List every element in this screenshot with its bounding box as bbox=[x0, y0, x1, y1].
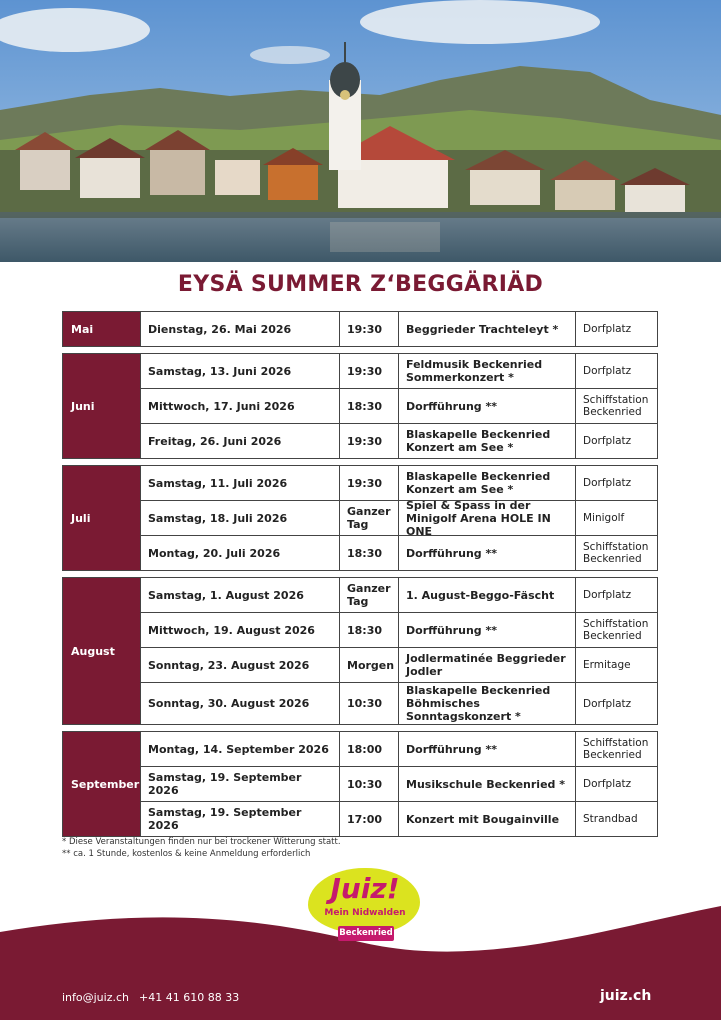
logo-subtitle: Mein Nidwalden bbox=[324, 908, 406, 918]
footnote-double: ** ca. 1 Stunde, kostenlos & keine Anmeldung erforderlich bbox=[62, 849, 311, 859]
page-title: EYSÄ SUMMER Z‘BEGGÄRIÄD bbox=[177, 272, 544, 297]
event-place: Schiffstation Beckenried bbox=[575, 613, 658, 647]
event-row bbox=[140, 578, 658, 613]
month-group bbox=[62, 311, 658, 347]
event-place: Dorfplatz bbox=[575, 578, 658, 612]
event-place: Dorfplatz bbox=[575, 466, 658, 500]
event-date: Sonntag, 30. August 2026 bbox=[140, 683, 339, 724]
event-date: Mittwoch, 17. Juni 2026 bbox=[140, 389, 339, 423]
event-place: Dorfplatz bbox=[575, 354, 658, 388]
event-time: Ganzer Tag bbox=[339, 501, 398, 535]
month-group bbox=[62, 353, 658, 459]
header-photo bbox=[0, 0, 721, 262]
event-time: 18:30 bbox=[339, 536, 398, 570]
event-name: Beggrieder Trachteleyt * bbox=[398, 312, 575, 346]
event-name: Blaskapelle Beckenried Konzert am See * bbox=[398, 424, 575, 458]
event-row bbox=[140, 732, 658, 767]
event-date: Montag, 14. September 2026 bbox=[140, 732, 339, 766]
event-date: Samstag, 13. Juni 2026 bbox=[140, 354, 339, 388]
event-name: 1. August-Beggo-Fäscht bbox=[398, 578, 575, 612]
event-row bbox=[140, 466, 658, 501]
logo-tag: Beckenried bbox=[338, 926, 394, 941]
event-time: Ganzer Tag bbox=[339, 578, 398, 612]
event-place: Strandbad bbox=[575, 802, 658, 836]
event-time: 19:30 bbox=[339, 424, 398, 458]
event-date: Dienstag, 26. Mai 2026 bbox=[140, 312, 339, 346]
event-place: Ermitage bbox=[575, 648, 658, 682]
contact-email-link[interactable]: info@juiz.ch bbox=[62, 991, 130, 1004]
event-date: Montag, 20. Juli 2026 bbox=[140, 536, 339, 570]
event-place: Dorfplatz bbox=[575, 683, 658, 724]
event-row bbox=[140, 536, 658, 570]
event-row bbox=[140, 767, 658, 802]
event-place: Dorfplatz bbox=[575, 767, 658, 801]
contact-phone: +41 41 610 88 33 bbox=[139, 991, 240, 1004]
event-date: Samstag, 1. August 2026 bbox=[140, 578, 339, 612]
event-name: Dorfführung ** bbox=[398, 389, 575, 423]
event-date: Samstag, 19. September 2026 bbox=[140, 802, 339, 836]
event-row bbox=[140, 354, 658, 389]
month-label: August bbox=[62, 578, 140, 724]
event-row bbox=[140, 683, 658, 724]
event-time: 19:30 bbox=[339, 354, 398, 388]
event-name: Dorfführung ** bbox=[398, 536, 575, 570]
event-place: Dorfplatz bbox=[575, 312, 658, 346]
event-name: Feldmusik Beckenried Sommerkonzert * bbox=[398, 354, 575, 388]
event-date: Freitag, 26. Juni 2026 bbox=[140, 424, 339, 458]
event-row bbox=[140, 312, 658, 346]
logo-wordmark: Juiz! bbox=[330, 872, 400, 905]
event-name: Jodlermatinée Beggrieder Jodler bbox=[398, 648, 575, 682]
event-time: 17:00 bbox=[339, 802, 398, 836]
event-time: 19:30 bbox=[339, 466, 398, 500]
month-label: Juli bbox=[62, 466, 140, 570]
event-name: Blaskapelle Beckenried Böhmisches Sonntagskonzert * bbox=[398, 683, 575, 724]
website-link[interactable]: juiz.ch bbox=[600, 988, 652, 1004]
event-time: 18:00 bbox=[339, 732, 398, 766]
juiz-logo bbox=[306, 866, 424, 950]
footnote-single: * Diese Veranstaltungen finden nur bei trockener Witterung statt. bbox=[62, 837, 341, 847]
event-name: Blaskapelle Beckenried Konzert am See * bbox=[398, 466, 575, 500]
event-name: Konzert mit Bougainville bbox=[398, 802, 575, 836]
event-time: 19:30 bbox=[339, 312, 398, 346]
event-name: Dorfführung ** bbox=[398, 613, 575, 647]
event-date: Sonntag, 23. August 2026 bbox=[140, 648, 339, 682]
month-group bbox=[62, 731, 658, 837]
event-place: Schiffstation Beckenried bbox=[575, 732, 658, 766]
month-group bbox=[62, 465, 658, 571]
month-label: Juni bbox=[62, 354, 140, 458]
month-group bbox=[62, 577, 658, 725]
event-row bbox=[140, 613, 658, 648]
event-place: Minigolf bbox=[575, 501, 658, 535]
event-time: 18:30 bbox=[339, 613, 398, 647]
event-time: Morgen bbox=[339, 648, 398, 682]
event-date: Samstag, 19. September 2026 bbox=[140, 767, 339, 801]
event-date: Samstag, 18. Juli 2026 bbox=[140, 501, 339, 535]
event-date: Samstag, 11. Juli 2026 bbox=[140, 466, 339, 500]
event-schedule bbox=[62, 311, 658, 843]
event-row bbox=[140, 802, 658, 836]
event-name: Musikschule Beckenried * bbox=[398, 767, 575, 801]
event-name: Spiel & Spass in der Minigolf Arena HOLE IN ONE bbox=[398, 501, 575, 535]
month-label: Mai bbox=[62, 312, 140, 346]
event-date: Mittwoch, 19. August 2026 bbox=[140, 613, 339, 647]
event-row bbox=[140, 648, 658, 683]
month-label: September bbox=[62, 732, 140, 836]
event-place: Dorfplatz bbox=[575, 424, 658, 458]
event-time: 18:30 bbox=[339, 389, 398, 423]
event-row bbox=[140, 424, 658, 458]
event-row bbox=[140, 498, 658, 538]
event-time: 10:30 bbox=[339, 767, 398, 801]
event-name: Dorfführung ** bbox=[398, 732, 575, 766]
event-row bbox=[140, 389, 658, 424]
event-place: Schiffstation Beckenried bbox=[575, 536, 658, 570]
event-time: 10:30 bbox=[339, 683, 398, 724]
footnotes bbox=[62, 836, 341, 860]
event-place: Schiffstation Beckenried bbox=[575, 389, 658, 423]
